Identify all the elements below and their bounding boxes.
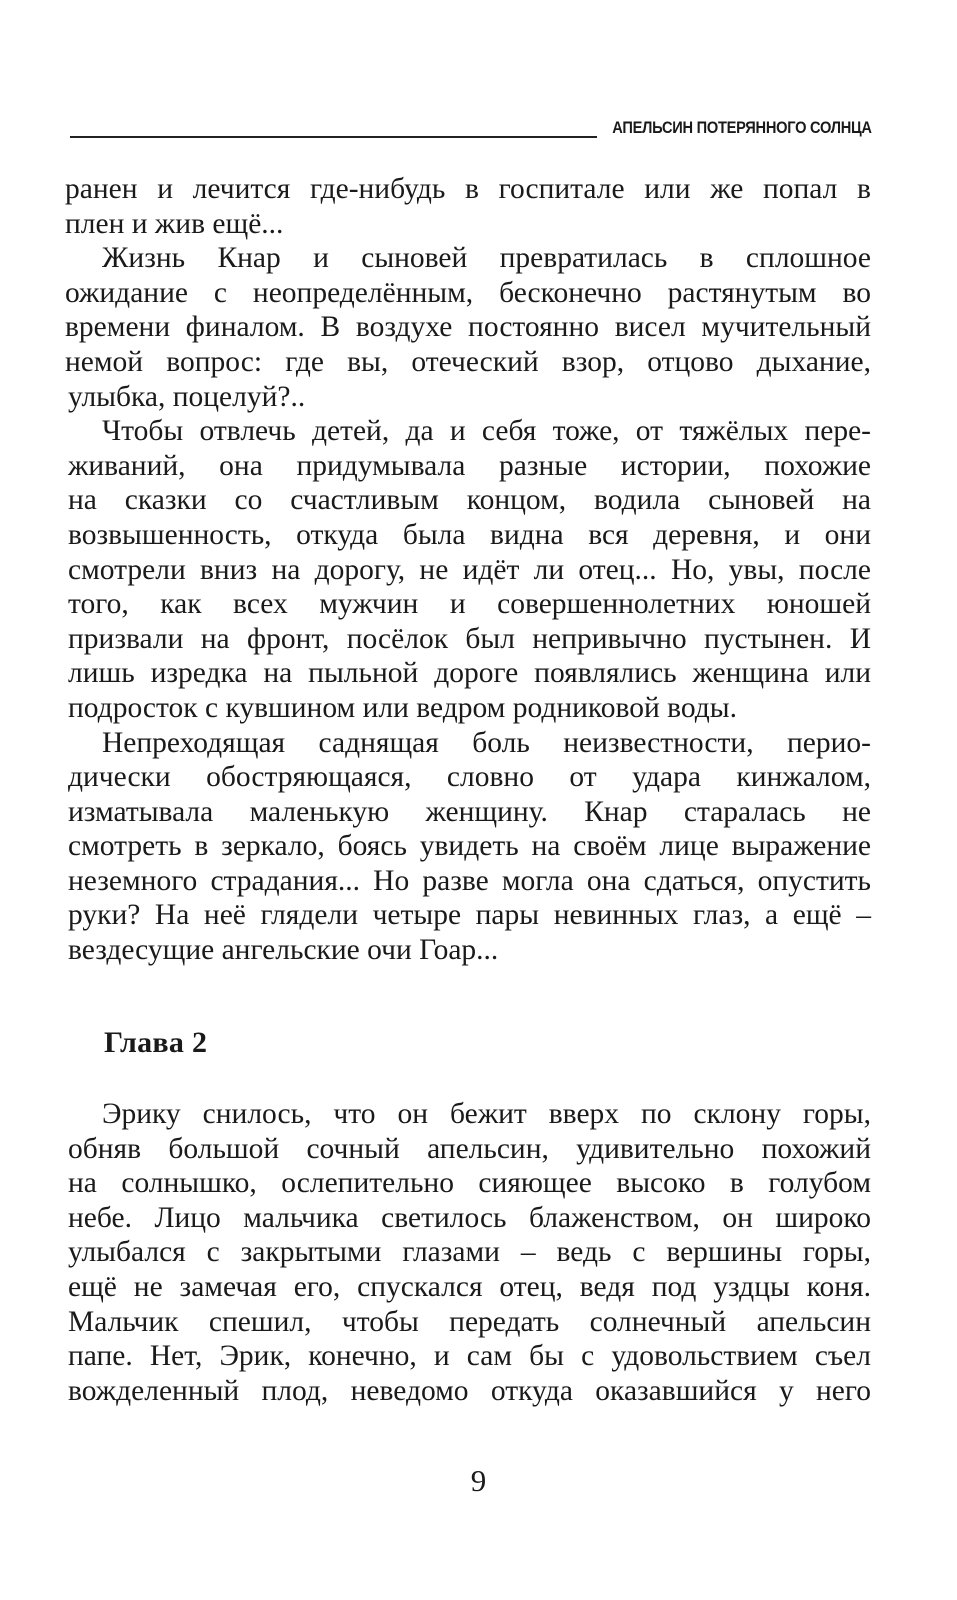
text-line: Чтобы отвлечь детей, да и себя тоже, от тяжёлых пере- (102, 415, 871, 448)
text-line: на солнышко, ослепительно сияющее высоко в голубом (68, 1167, 871, 1200)
text-line: призвали на фронт, посёлок был непривычно пустынен. И (68, 622, 871, 655)
text-line: Мальчик спешил, чтобы передать солнечный апельсин (68, 1305, 871, 1338)
chapter-heading: Глава 2 (104, 1026, 208, 1059)
text-line: смотреть в зеркало, боясь увидеть на своём лице выражение (68, 830, 871, 863)
text-line: улыбка, поцелуй?.. (68, 380, 306, 413)
text-line: того, как всех мужчин и совершеннолетних юношей (68, 588, 871, 621)
text-line: Эрику снилось, что он бежит вверх по склону горы, (102, 1098, 871, 1130)
text-line: живаний, она придумывала разные истории, похожие (68, 449, 871, 482)
header-rule (70, 136, 597, 138)
text-line: лишь изредка на пыльной дороге появлялись женщина или (68, 657, 871, 690)
running-title: АПЕЛЬСИН ПОТЕРЯННОГО СОЛНЦА (612, 118, 872, 137)
text-line: небе. Лицо мальчика светилось блаженством, он широко (68, 1201, 871, 1234)
text-line: папе. Нет, Эрик, конечно, и сам бы с удовольствием съел (68, 1340, 871, 1373)
text-line: руки? На неё глядели четыре пары невинных глаз, а ещё – (68, 899, 871, 932)
text-line: дически обостряющаяся, словно от удара кинжалом, (68, 761, 871, 794)
chapter-text-section (68, 1097, 871, 1408)
text-line: немой вопрос: где вы, отеческий взор, отцово дыхание, (65, 345, 871, 378)
text-line: ещё не замечая его, спускался отец, ведя под уздцы коня. (68, 1270, 871, 1303)
text-line: плен и жив ещё... (65, 207, 284, 240)
text-line: Жизнь Кнар и сыновей превратилась в сплошное (102, 242, 871, 275)
page-number: 9 (470, 1463, 487, 1498)
text-line: подросток с кувшином или ведром родниковой воды. (68, 691, 737, 724)
text-line: ожидание с неопределённым, бесконечно растянутым во (65, 276, 871, 309)
text-line: возвышенность, откуда была видна вся деревня, и они (68, 518, 871, 551)
text-line: на сказки со счастливым концом, водила сыновей на (68, 484, 871, 517)
top-text-section (65, 172, 871, 968)
text-line: Непреходящая саднящая боль неизвестности, перио- (102, 726, 871, 759)
text-line: обняв большой сочный апельсин, удивительно похожий (68, 1132, 871, 1165)
text-line: неземного страдания... Но разве могла она сдаться, опустить (68, 864, 871, 897)
text-line: ранен и лечится где-нибудь в госпитале или же попал в (65, 173, 871, 205)
text-line: времени финалом. В воздухе постоянно висел мучительный (65, 311, 871, 344)
running-header (70, 112, 872, 142)
text-line: улыбался с закрытыми глазами – ведь с вершины горы, (68, 1236, 871, 1269)
text-line: вожделенный плод, неведомо откуда оказавшийся у него (68, 1374, 871, 1407)
text-line: смотрели вниз на дорогу, не идёт ли отец... Но, увы, после (68, 553, 871, 586)
text-line: вездесущие ангельские очи Гоар... (68, 934, 499, 967)
text-line: изматывала маленькую женщину. Кнар старалась не (68, 795, 871, 828)
